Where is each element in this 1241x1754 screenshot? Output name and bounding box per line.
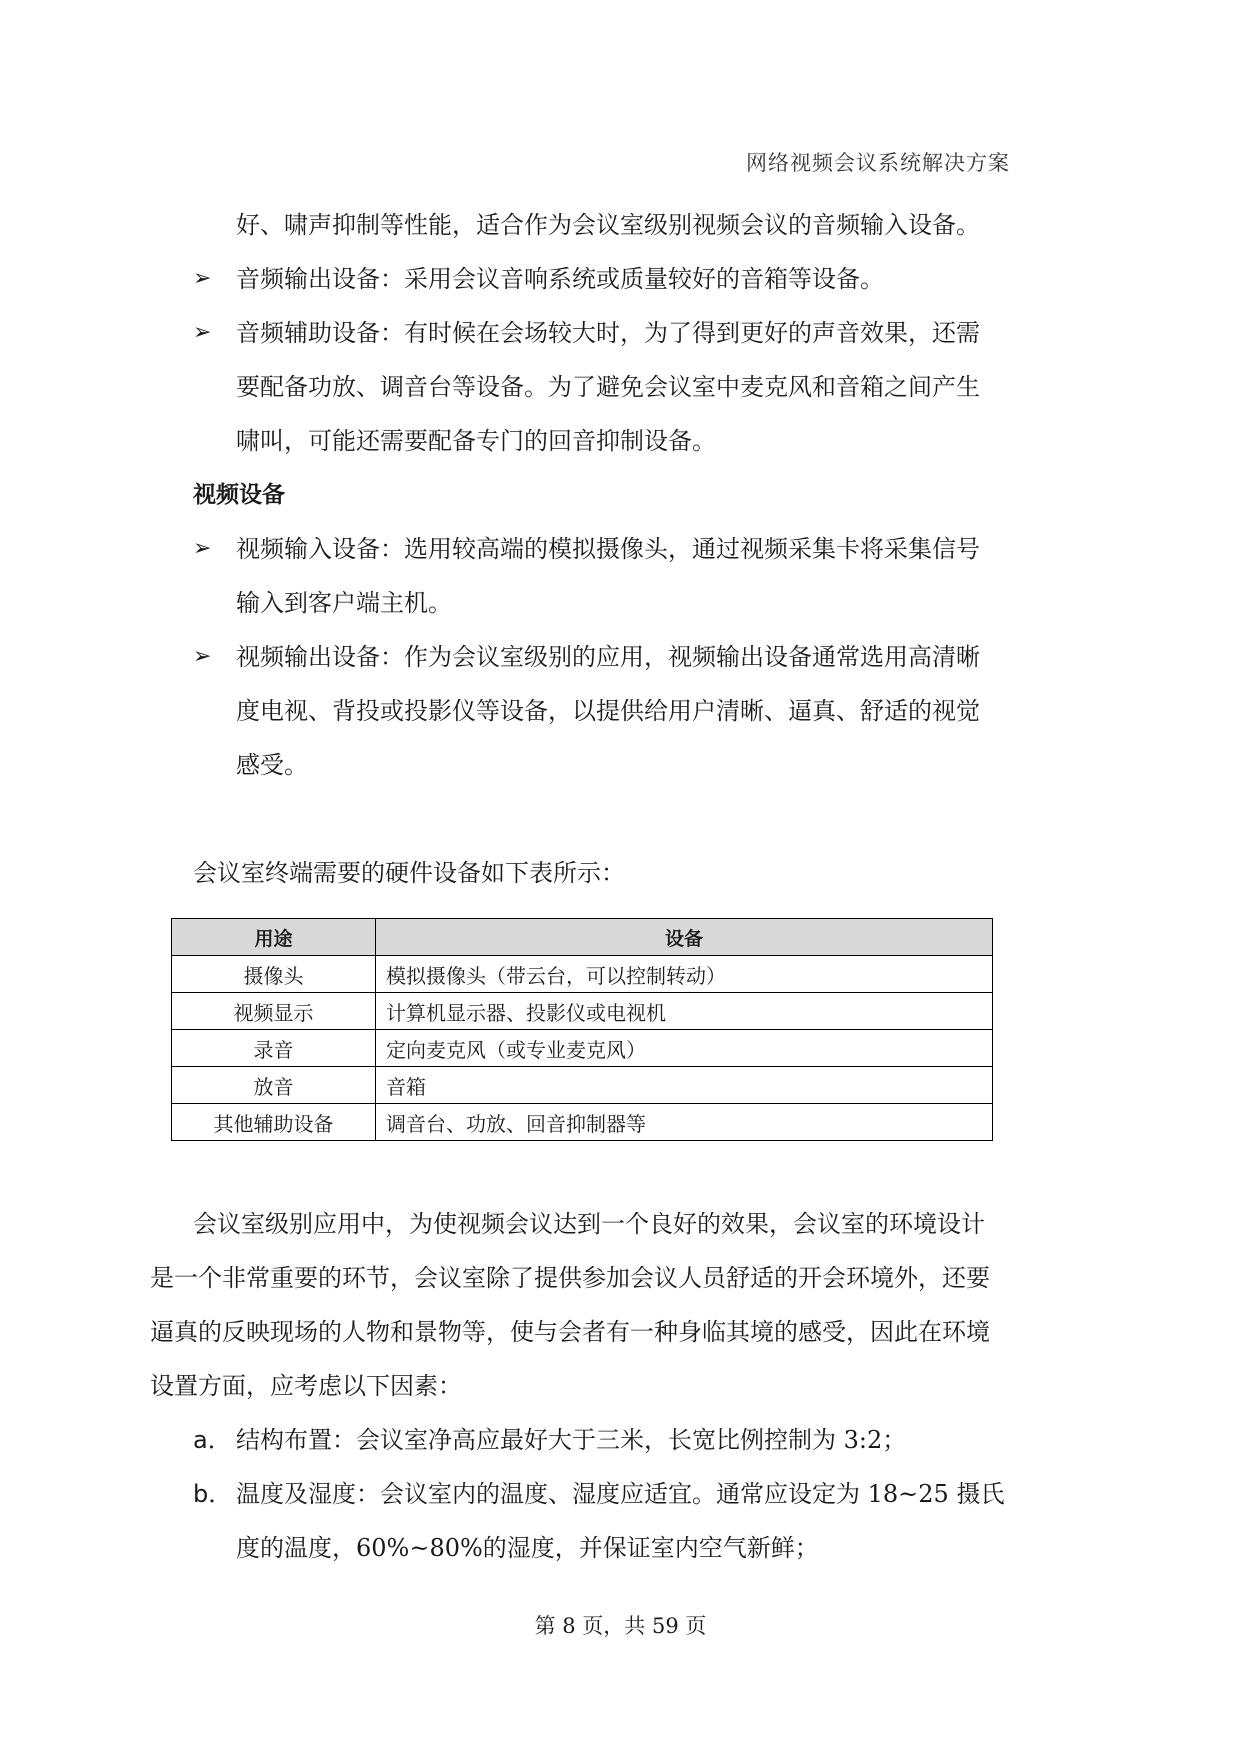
factor-text: 度的温度，60%~80%的湿度，并保证室内空气新鲜； [236,1534,819,1562]
table-cell-usage: 摄像头 [172,956,376,993]
bullet-text: 音频输出设备：采用会议音响系统或质量较好的音箱等设备。 [236,265,884,293]
paragraph-line: 逼真的反映现场的人物和景物等，使与会者有一种身临其境的感受，因此在环境 [150,1318,990,1346]
main-content [150,198,1025,900]
column-header-device: 设备 [376,919,993,956]
table-row [172,1104,993,1141]
table-cell-usage: 其他辅助设备 [172,1104,376,1141]
factor-item-a [150,1413,1025,1467]
column-header-usage: 用途 [172,919,376,956]
paragraph-line: 设置方面，应考虑以下因素： [150,1372,462,1400]
bullet-audio-output [150,252,1025,306]
bullet-text: 感受。 [236,751,308,779]
arrow-bullet-icon: ➢ [193,644,212,669]
table-cell-usage: 放音 [172,1067,376,1104]
table-header-row [172,919,993,956]
table-cell-usage: 视频显示 [172,993,376,1030]
bullet-text: 度电视、背投或投影仪等设备，以提供给用户清晰、逼真、舒适的视觉 [236,697,980,725]
list-marker: b． [193,1480,233,1508]
arrow-bullet-icon: ➢ [193,266,212,291]
table-cell-usage: 录音 [172,1030,376,1067]
table-row [172,1030,993,1067]
table-row [172,993,993,1030]
table-row [172,1067,993,1104]
document-header: 网络视频会议系统解决方案 [746,151,1010,175]
table-cell-device: 定向麦克风（或专业麦克风） [376,1030,993,1067]
paragraph-line: 是一个非常重要的环节，会议室除了提供参加会议人员舒适的开会环境外，还要 [150,1264,990,1292]
environment-paragraph [150,1197,1025,1413]
audio-continuation: 好、啸声抑制等性能，适合作为会议室级别视频会议的音频输入设备。 [236,211,980,239]
bullet-text: 视频输入设备：选用较高端的模拟摄像头，通过视频采集卡将采集信号 [236,535,980,563]
bullet-video-output [150,630,1025,792]
page-footer: 第 8 页，共 59 页 [534,1614,707,1638]
arrow-bullet-icon: ➢ [193,320,212,345]
hardware-table [171,918,993,1141]
factor-item-b [150,1467,1025,1575]
arrow-bullet-icon: ➢ [193,536,212,561]
bullet-video-input [150,522,1025,630]
factor-text: 结构布置：会议室净高应最好大于三米，长宽比例控制为 3:2； [236,1426,907,1454]
section-heading-video: 视频设备 [193,482,285,508]
environment-section [150,1197,1025,1575]
table-cell-device: 音箱 [376,1067,993,1104]
table-cell-device: 计算机显示器、投影仪或电视机 [376,993,993,1030]
table-row [172,956,993,993]
bullet-text: 啸叫，可能还需要配备专门的回音抑制设备。 [236,427,716,455]
bullet-text: 要配备功放、调音台等设备。为了避免会议室中麦克风和音箱之间产生 [236,373,980,401]
bullet-audio-aux [150,306,1025,468]
list-marker: a． [193,1426,232,1454]
table-cell-device: 模拟摄像头（带云台，可以控制转动） [376,956,993,993]
bullet-text: 输入到客户端主机。 [236,589,452,617]
table-intro: 会议室终端需要的硬件设备如下表所示： [193,859,625,887]
table-cell-device: 调音台、功放、回音抑制器等 [376,1104,993,1141]
paragraph-line: 会议室级别应用中，为使视频会议达到一个良好的效果，会议室的环境设计 [193,1210,985,1238]
bullet-text: 视频输出设备：作为会议室级别的应用，视频输出设备通常选用高清晰 [236,643,980,671]
factor-text: 温度及湿度：会议室内的温度、湿度应适宜。通常应设定为 18~25 摄氏 [236,1480,1005,1508]
bullet-text: 音频辅助设备：有时候在会场较大时，为了得到更好的声音效果，还需 [236,319,980,347]
